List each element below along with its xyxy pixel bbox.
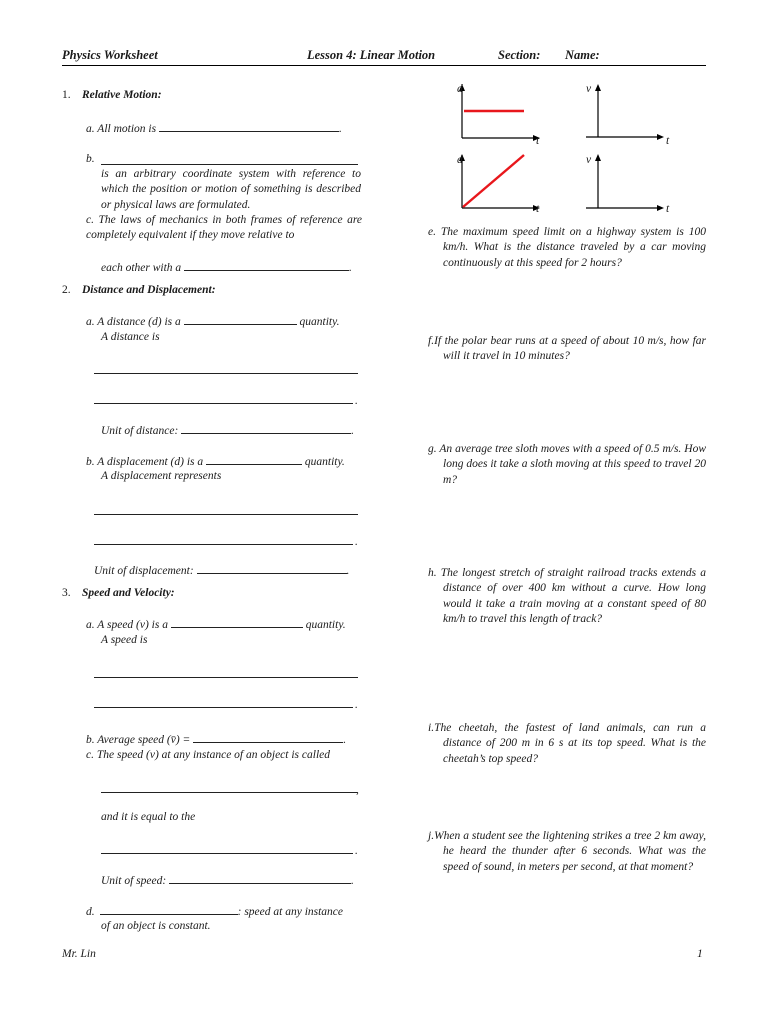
graph-d-vs-t-constant	[448, 82, 548, 148]
problem-h: h. The longest stretch of straight railroad tracks extends a distance of over 400 km without a curve. How long would it take a train moving at a constant speed of 80 km/h to travel this length of track?	[428, 567, 706, 625]
q2-b-unit-blank[interactable]	[197, 563, 347, 574]
graph4-y-label: v	[586, 154, 592, 166]
q3-unit: Unit of speed: .	[101, 875, 354, 887]
q3-d-line2: of an object is constant.	[101, 920, 211, 932]
q2-b-line2: A displacement represents	[101, 470, 222, 482]
q2-b-blank[interactable]	[206, 454, 302, 465]
graph4-y-arrow	[595, 154, 601, 161]
graph2-y-label: v	[586, 83, 592, 95]
graph1-x-label: t	[536, 135, 540, 147]
q1-b-label-row: b.	[86, 153, 95, 165]
q1-b-text: is an arbitrary coordinate system with reference to which the position or motion of something is described or physical laws are formulated.	[101, 168, 361, 211]
q2-b: b. A displacement (d) is a quantity.	[86, 456, 345, 468]
page-header	[62, 47, 706, 66]
q1-title: Relative Motion	[82, 89, 158, 101]
q1-c-text: c. The laws of mechanics in both frames of reference are completely equivalent if they move relative to	[86, 214, 362, 242]
q3-c-equal-blank[interactable]	[101, 853, 353, 854]
problem-i: i.The cheetah, the fastest of land animals, can run a distance of 200 m in 6 s at its top speed. What is the cheetah’s top speed?	[428, 722, 706, 765]
q2-a-unit: Unit of distance: .	[101, 425, 355, 437]
graph3-x-label: t	[536, 203, 540, 215]
q3-a-blank[interactable]	[171, 617, 303, 628]
q3-d-blank[interactable]	[100, 904, 238, 915]
q1-number: 1.	[62, 89, 71, 101]
problem-g: g. An average tree sloth moves with a speed of 0.5 m/s. How long does it take a sloth moving at this speed to travel 20 m?	[428, 443, 706, 486]
page-number: 1	[697, 948, 703, 960]
graph3-data-line	[463, 155, 524, 207]
q3-b: b. Average speed (v̄) = .	[86, 734, 347, 746]
q1-c-blank[interactable]	[184, 260, 349, 271]
lesson-title: Lesson 4: Linear Motion	[307, 48, 436, 62]
q2-a-blank[interactable]	[184, 314, 297, 325]
graph4-x-label: t	[666, 203, 670, 215]
q2-a-line2: A distance is	[101, 331, 160, 343]
problem-f: f.If the polar bear runs at a speed of about 10 m/s, how far will it travel in 10 minutes?	[428, 335, 706, 363]
q1-b-blank[interactable]	[101, 164, 358, 165]
footer-author: Mr. Lin	[62, 948, 96, 960]
q2-number: 2.	[62, 284, 71, 296]
q1-heading: 1. Relative Motion:	[62, 88, 162, 103]
q3-number: 3.	[62, 587, 71, 599]
q3-a-answer-line-2[interactable]	[94, 707, 353, 708]
problem-j: j.When a student see the lightening strikes a tree 2 km away, he heard the thunder after 6 seconds. What was the speed of sound, in meters per second, at that moment?	[428, 830, 706, 873]
q3-c-equal: and it is equal to the	[101, 811, 196, 823]
graph2-x-label: t	[666, 135, 670, 147]
q2-a-answer-line-1[interactable]	[94, 373, 358, 374]
q2-title: Distance and Displacement	[82, 284, 212, 296]
q3-unit-blank[interactable]	[169, 873, 351, 884]
q3-heading: 3. Speed and Velocity:	[62, 586, 175, 601]
name-label: Name:	[565, 48, 600, 62]
q3-c-blank[interactable]	[101, 792, 357, 793]
q3-title: Speed and Velocity	[82, 587, 171, 599]
q1-a-blank[interactable]	[159, 121, 339, 132]
q3-a-answer-line-1[interactable]	[94, 677, 358, 678]
q1-c-cont: each other with a .	[101, 262, 352, 274]
graph1-y-label: d	[457, 83, 463, 95]
q2-heading: 2. Distance and Displacement:	[62, 283, 216, 298]
q1-a: a. All motion is .	[86, 123, 342, 135]
graph3-y-label: d	[457, 154, 463, 166]
section-label: Section:	[498, 48, 541, 62]
q2-b-answer-line-2[interactable]	[94, 544, 353, 545]
graph-v-vs-t-zero-2	[586, 152, 676, 218]
q3-a: a. A speed (v) is a quantity.	[86, 619, 346, 631]
q2-a: a. A distance (d) is a quantity.	[86, 316, 340, 328]
q3-a-line2: A speed is	[101, 634, 148, 646]
graph-v-vs-t-zero	[586, 82, 676, 148]
q2-b-answer-line-1[interactable]	[94, 514, 358, 515]
graph2-x-arrow	[657, 134, 664, 140]
q3-c-text: c. The speed (v) at any instance of an object is called	[86, 749, 330, 761]
graph-d-vs-t-linear	[448, 152, 548, 218]
q2-a-unit-blank[interactable]	[181, 423, 351, 434]
q2-a-answer-line-2[interactable]	[94, 403, 353, 404]
q3-d: d. : speed at any instance	[86, 906, 344, 918]
worksheet-title: Physics Worksheet	[62, 48, 158, 62]
graph2-y-arrow	[595, 84, 601, 91]
q2-b-unit: Unit of displacement: .	[94, 565, 350, 577]
problem-e: e. The maximum speed limit on a highway system is 100 km/h. What is the distance traveled by a car moving continuously at this speed for 2 hours?	[428, 226, 706, 269]
q3-b-blank[interactable]	[193, 732, 343, 743]
graph4-x-arrow	[657, 205, 664, 211]
